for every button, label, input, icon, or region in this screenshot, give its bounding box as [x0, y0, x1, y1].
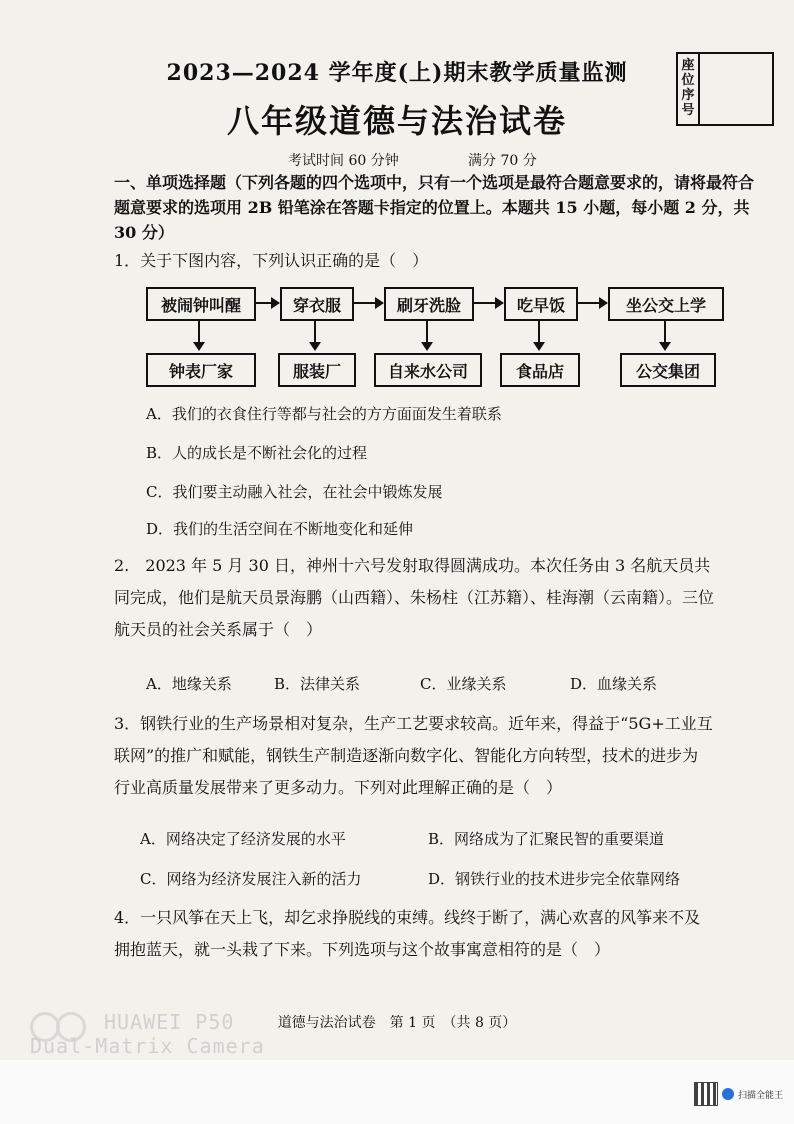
- camera-watermark-model: HUAWEI P50: [104, 1010, 235, 1034]
- page-footer: 道德与法治试卷 第 1 页 （共 8 页）: [277, 1015, 517, 1031]
- scanner-badge-label: 扫描全能王: [738, 1090, 784, 1101]
- flow-step: 穿衣服: [280, 287, 354, 321]
- question-1-option-c: C．我们要主动融入社会，在社会中锻炼发展: [146, 483, 443, 501]
- flow-supplier: 钟表厂家: [146, 353, 256, 387]
- scanner-logo-icon: [722, 1088, 734, 1100]
- flow-arrow-down: [426, 321, 428, 343]
- flow-arrow-down: [664, 321, 666, 343]
- question-1-option-d: D．我们的生活空间在不断地变化和延伸: [146, 520, 414, 538]
- flow-arrow-down: [198, 321, 200, 343]
- question-2-option-b: B．法律关系: [274, 675, 361, 693]
- seat-number-box: [676, 52, 774, 126]
- flow-step: 被闹钟叫醒: [146, 287, 256, 321]
- question-2-option-a: A．地缘关系: [146, 675, 232, 693]
- flow-supplier: 服装厂: [278, 353, 356, 387]
- seat-number-label: 座位序号: [678, 54, 700, 124]
- question-2-option-c: C．业缘关系: [420, 675, 507, 693]
- flow-arrow-right: [578, 302, 600, 304]
- section-heading: 一、单项选择题（下列各题的四个选项中，只有一个选项是最符合题意要求的，请将最符合题意要求的选项用 2B 铅笔涂在答题卡指定的位置上。本题共 15 小题，每小题 2 分，共 30 分）: [114, 173, 755, 242]
- flow-arrow-right: [354, 302, 376, 304]
- question-3-option-d: D．钢铁行业的技术进步完全依靠网络: [428, 870, 681, 888]
- question-2-option-d: D．血缘关系: [570, 675, 658, 693]
- question-1-option-a: A．我们的衣食住行等都与社会的方方面面发生着联系: [146, 405, 502, 423]
- question-1-option-b: B．人的成长是不断社会化的过程: [146, 444, 368, 462]
- question-2-stem: 2. 2023 年 5 月 30 日，神州十六号发射取得圆满成功。本次任务由 3 名航天员共同完成，他们是航天员景海鹏（山西籍）、朱杨柱（江苏籍）、桂海潮（云南籍）。三位航天员的社会关系属于（ ）: [114, 556, 715, 639]
- flow-step: 刷牙洗脸: [384, 287, 474, 321]
- flow-supplier: 自来水公司: [374, 353, 482, 387]
- qr-code-icon: [694, 1082, 718, 1106]
- question-4-stem: 4．一只风筝在天上飞，却乞求挣脱线的束缚。线终于断了，满心欢喜的风筝来不及拥抱蓝天，就一头栽了下来。下列选项与这个故事寓意相符的是（ ）: [114, 908, 701, 959]
- question-1-stem: 1．关于下图内容，下列认识正确的是（ ）: [114, 251, 429, 270]
- scanner-badge: [694, 1080, 784, 1108]
- question-3-stem: 3．钢铁行业的生产场景相对复杂，生产工艺要求较高。近年来，得益于“5G+工业互联网”的推广和赋能，钢铁生产制造逐渐向数字化、智能化方向转型，技术的进步为行业高质量发展带来了更多动力。下列对此理解正确的是（ ）: [114, 714, 713, 797]
- flow-step: 坐公交上学: [608, 287, 724, 321]
- flow-arrow-right: [256, 302, 272, 304]
- camera-watermark-sensor: Dual-Matrix Camera: [30, 1034, 265, 1058]
- flow-arrow-right: [474, 302, 496, 304]
- flow-step: 吃早饭: [504, 287, 578, 321]
- exam-title-subject: 八年级道德与法治试卷: [226, 102, 567, 140]
- exam-time: 考试时间 60 分钟: [288, 153, 399, 169]
- question-3-option-b: B．网络成为了汇聚民智的重要渠道: [428, 830, 665, 848]
- flow-supplier: 食品店: [500, 353, 580, 387]
- question-3-option-c: C．网络为经济发展注入新的活力: [140, 870, 362, 888]
- flow-arrow-down: [538, 321, 540, 343]
- flow-arrow-down: [314, 321, 316, 343]
- scan-strip: [0, 1060, 794, 1124]
- exam-title-year: 2023—2024 学年度(上)期末教学质量监测: [166, 60, 628, 86]
- full-score: 满分 70 分: [468, 153, 537, 169]
- flow-supplier: 公交集团: [620, 353, 716, 387]
- question-3-option-a: A．网络决定了经济发展的水平: [140, 830, 346, 848]
